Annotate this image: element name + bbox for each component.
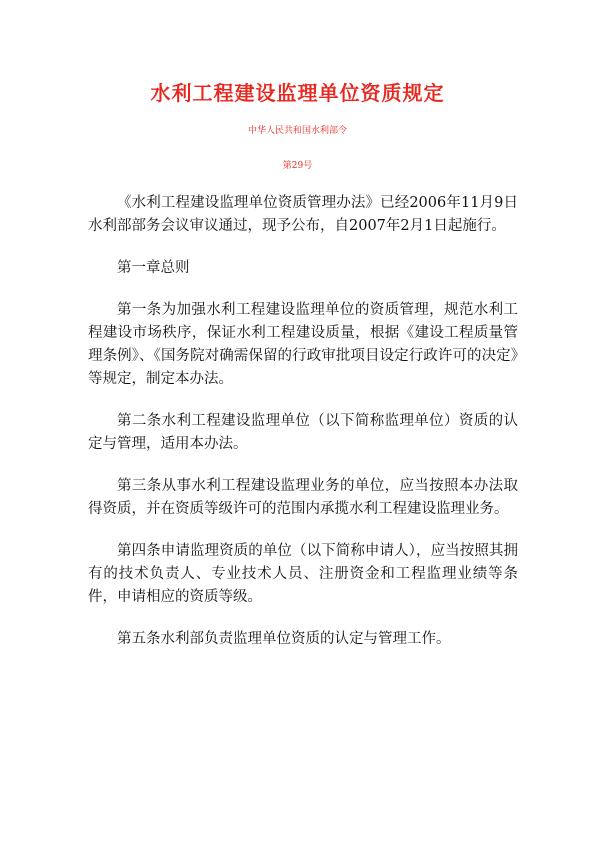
chapter-heading: 第一章总则 bbox=[117, 260, 190, 276]
article-1: 第一条为加强水利工程建设监理单位的资质管理，规范水利工程建设市场秩序，保证水利工程建设质量，根据《建设工程质量管理条例》、《国务院对确需保留的行政审批项目设定行政许可的决定》等规定，制定本办法。 bbox=[88, 302, 518, 387]
article-2: 第二条水利工程建设监理单位（以下简称监理单位）资质的认定与管理，适用本办法。 bbox=[88, 413, 518, 452]
article-3: 第三条从事水利工程建设监理业务的单位，应当按照本办法取得资质，并在资质等级许可的范围内承揽水利工程建设监理业务。 bbox=[88, 478, 518, 517]
decree-number: 第29号 bbox=[282, 161, 313, 171]
issuer-line: 中华人民共和国水利部令 bbox=[247, 126, 347, 136]
article-4: 第四条申请监理资质的单位（以下简称申请人），应当按照其拥有的技术负责人、专业技术人员、注册资金和工程监理业绩等条件，申请相应的资质等级。 bbox=[88, 543, 518, 605]
article-5: 第五条水利部负责监理单位资质的认定与管理工作。 bbox=[117, 631, 451, 647]
document-title: 水利工程建设监理单位资质规定 bbox=[150, 81, 445, 105]
document-body bbox=[88, 192, 518, 651]
paragraph-announcement: 《水利工程建设监理单位资质管理办法》已经2006年11月9日水利部部务会议审议通过，现予公布，自2007年2月1日起施行。 bbox=[88, 195, 518, 234]
